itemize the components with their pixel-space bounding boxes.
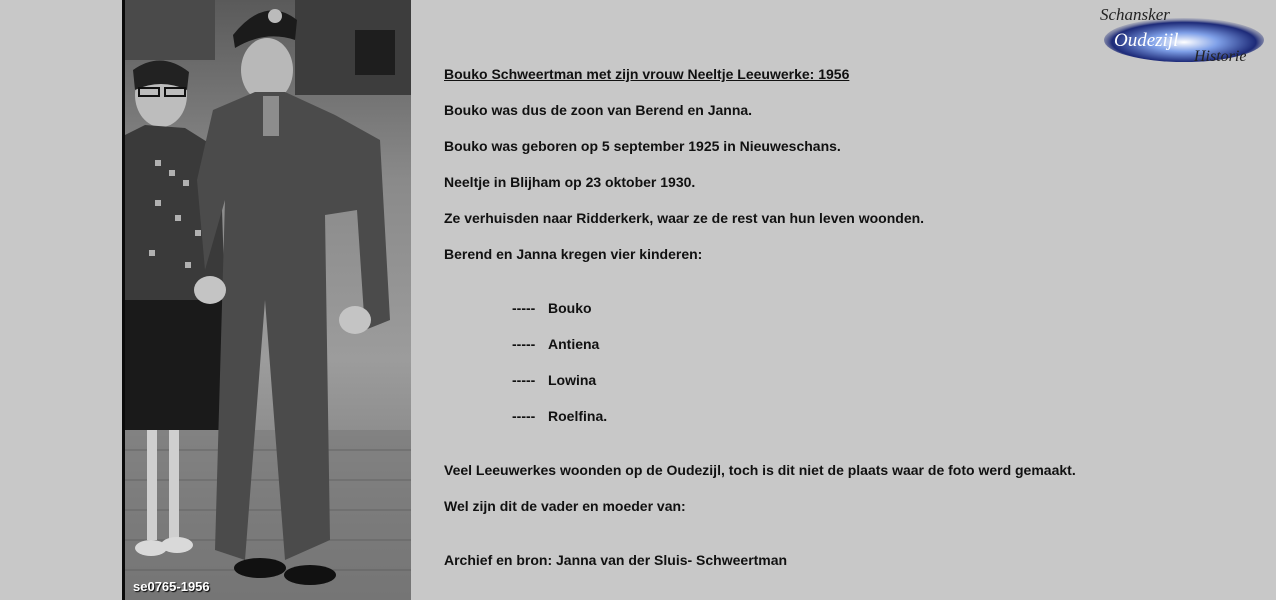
list-dash: ----- <box>512 300 536 316</box>
list-dash: ----- <box>512 372 536 388</box>
article-after-line-2: Wel zijn dit de vader en moeder van: <box>444 498 686 514</box>
article-line-2: Bouko was geboren op 5 september 1925 in Nieuweschans. <box>444 138 841 154</box>
article-content <box>444 0 1247 600</box>
article-source: Archief en bron: Janna van der Sluis- Schweertman <box>444 552 788 568</box>
article-after-line-1: Veel Leeuwerkes woonden op de Oudezijl, toch is dit niet de plaats waar de foto werd gemaakt. <box>444 462 1076 478</box>
child-name: Antiena <box>548 336 600 352</box>
article-line-4: Ze verhuisden naar Ridderkerk, waar ze de rest van hun leven woonden. <box>444 210 925 226</box>
photo-image <box>125 0 411 600</box>
children-list-item <box>512 336 599 352</box>
logo-line1: Schansker <box>1100 5 1170 24</box>
article-line-1: Bouko was dus de zoon van Berend en Janna. <box>444 102 753 118</box>
child-name: Bouko <box>548 300 592 316</box>
children-list-item <box>512 300 592 316</box>
list-dash: ----- <box>512 408 536 424</box>
article-heading: Bouko Schweertman met zijn vrouw Neeltje Leeuwerke: 1956 <box>444 66 850 82</box>
child-name: Roelfina. <box>548 408 608 424</box>
historic-photo <box>122 0 411 600</box>
photo-caption-code: se0765-1956 <box>133 579 210 594</box>
logo-line3: Historie <box>1194 48 1247 65</box>
logo-line2: Oudezijl <box>1114 30 1179 51</box>
article-line-5: Berend en Janna kregen vier kinderen: <box>444 246 703 262</box>
children-list-item <box>512 372 596 388</box>
child-name: Lowina <box>548 372 597 388</box>
article-line-3: Neeltje in Blijham op 23 oktober 1930. <box>444 174 696 190</box>
children-list-item <box>512 408 607 424</box>
list-dash: ----- <box>512 336 536 352</box>
